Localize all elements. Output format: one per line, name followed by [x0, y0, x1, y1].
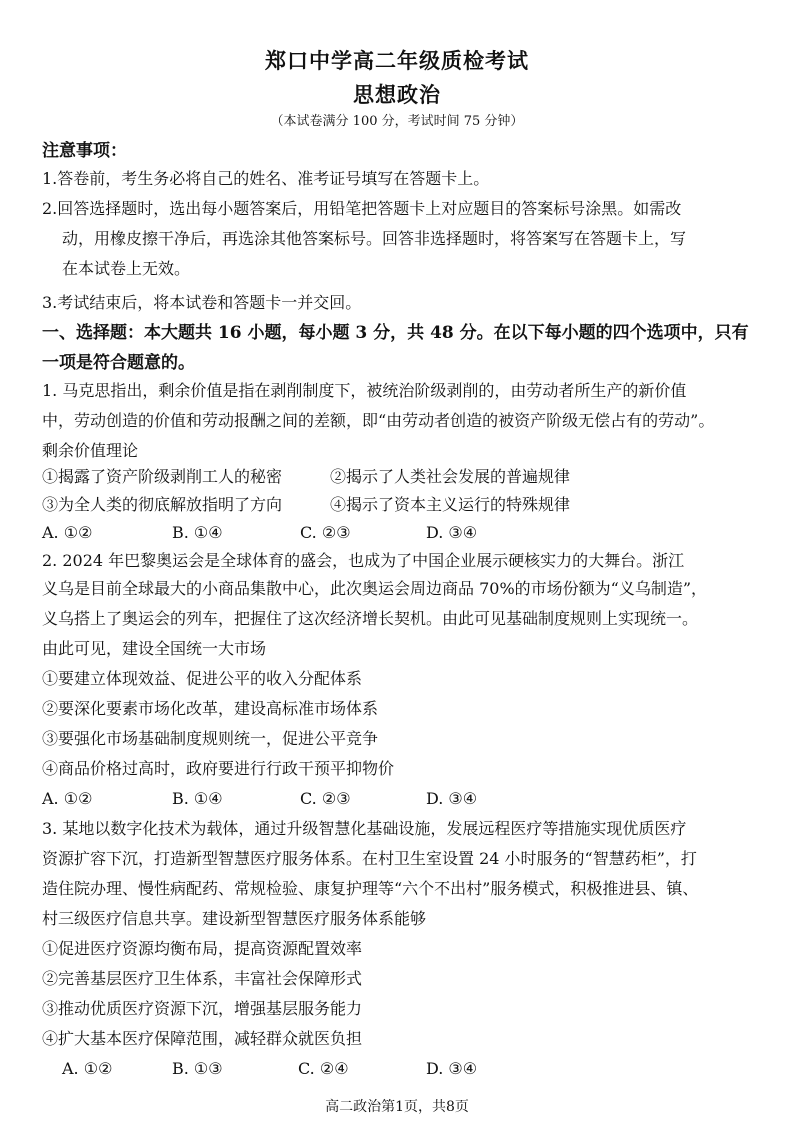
- q3-item: ③推动优质医疗资源下沉，增强基层服务能力: [42, 999, 363, 1018]
- notice-line: 动，用橡皮擦干净后，再选涂其他答案标号。回答非选择题时，将答案写在答题卡上，写: [62, 229, 687, 248]
- page-footer: 高二政治第1页，共8页: [325, 1099, 469, 1115]
- q1-item: ④揭示了资本主义运行的特殊规律: [330, 495, 571, 514]
- q2-item: ④商品价格过高时，政府要进行行政干预平抑物价: [42, 759, 395, 778]
- notice-line: 1.答卷前，考生务必将自己的姓名、准考证号填写在答题卡上。: [42, 169, 490, 188]
- subject-title: 思想政治: [353, 82, 441, 107]
- q2-item: ②要深化要素市场化改革，建设高标准市场体系: [42, 699, 379, 718]
- exam-title: 郑口中学高二年级质检考试: [265, 48, 529, 73]
- q3-stem: 资源扩容下沉，打造新型智慧医疗服务体系。在村卫生室设置 24 小时服务的“智慧药柜”，打: [42, 849, 697, 868]
- q1-option-a: A. ①②: [42, 523, 93, 542]
- q1-stem: 中，劳动创造的价值和劳动报酬之间的差额，即“由劳动者创造的被资产阶级无偿占有的劳动”。: [42, 411, 715, 430]
- q1-stem: 剩余价值理论: [42, 441, 139, 460]
- q2-item: ①要建立体现效益、促进公平的收入分配体系: [42, 669, 363, 688]
- q2-option-a: A. ①②: [42, 789, 93, 808]
- q1-item: ③为全人类的彻底解放指明了方向: [42, 495, 283, 514]
- q3-item: ②完善基层医疗卫生体系，丰富社会保障形式: [42, 969, 363, 988]
- q2-option-c: C. ②③: [300, 789, 351, 808]
- notice-heading: 注意事项：: [42, 141, 127, 161]
- q3-option-d: D. ③④: [426, 1059, 478, 1078]
- q3-option-c: C. ②④: [298, 1059, 349, 1078]
- q2-stem: 由此可见，建设全国统一大市场: [42, 639, 267, 658]
- q2-option-b: B. ①④: [172, 789, 223, 808]
- q2-option-d: D. ③④: [426, 789, 478, 808]
- q3-stem: 造住院办理、慢性病配药、常规检验、康复护理等“六个不出村”服务模式，积极推进县、镇、: [42, 879, 699, 898]
- q2-stem: 义乌搭上了奥运会的列车，把握住了这次经济增长契机。由此可见基础制度规则上实现统一。: [42, 609, 699, 628]
- notice-line: 2.回答选择题时，选出每小题答案后，用铅笔把答题卡上对应题目的答案标号涂黑。如需改: [42, 199, 682, 218]
- q3-item: ④扩大基本医疗保障范围，减轻群众就医负担: [42, 1029, 363, 1048]
- section-heading-cont: 一项是符合题意的。: [42, 353, 195, 373]
- q1-item: ①揭露了资产阶级剥削工人的秘密: [42, 467, 283, 486]
- notice-line: 3.考试结束后，将本试卷和答题卡一并交回。: [42, 293, 362, 312]
- q2-item: ③要强化市场基础制度规则统一，促进公平竞争: [42, 729, 379, 748]
- q1-stem: 1. 马克思指出，剩余价值是指在剥削制度下，被统治阶级剥削的，由劳动者所生产的新价值: [42, 381, 687, 400]
- q3-stem: 村三级医疗信息共享。建设新型智慧医疗服务体系能够: [42, 909, 427, 928]
- q3-option-b: B. ①③: [172, 1059, 223, 1078]
- q3-option-a: A. ①②: [62, 1059, 113, 1078]
- q3-stem: 3. 某地以数字化技术为载体，通过升级智慧化基础设施，发展远程医疗等措施实现优质医疗: [42, 819, 687, 838]
- q2-stem: 2. 2024 年巴黎奥运会是全球体育的盛会，也成为了中国企业展示硬核实力的大舞台。浙江: [42, 551, 685, 570]
- q1-option-d: D. ③④: [426, 523, 478, 542]
- notice-line: 在本试卷上无效。: [62, 259, 191, 278]
- q3-item: ①促进医疗资源均衡布局，提高资源配置效率: [42, 939, 363, 958]
- exam-note: （本试卷满分 100 分，考试时间 75 分钟）: [270, 114, 524, 129]
- q1-option-b: B. ①④: [172, 523, 223, 542]
- q2-stem: 义乌是目前全球最大的小商品集散中心，此次奥运会周边商品 70%的市场份额为“义乌制造”，: [42, 579, 708, 598]
- q1-item: ②揭示了人类社会发展的普遍规律: [330, 467, 571, 486]
- q1-option-c: C. ②③: [300, 523, 351, 542]
- section-heading: 一、选择题：本大题共 16 小题，每小题 3 分，共 48 分。在以下每小题的四个选项中，只有: [42, 323, 749, 343]
